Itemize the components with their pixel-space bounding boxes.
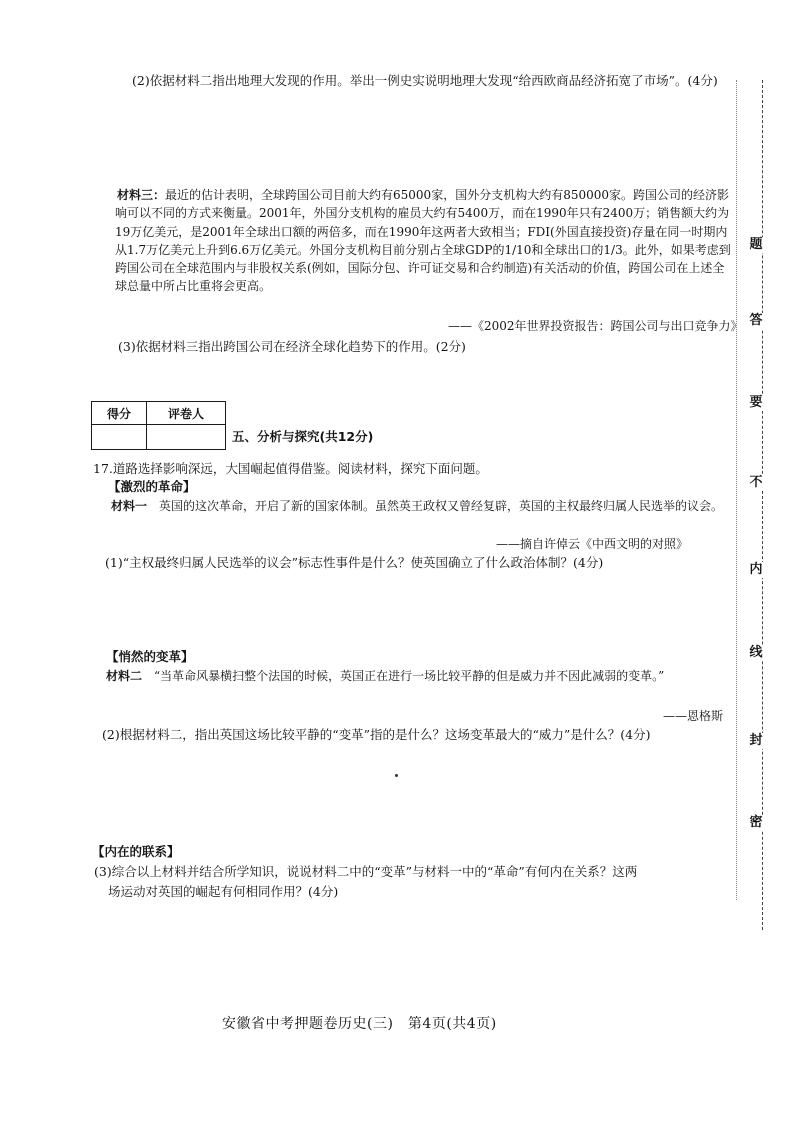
part2-heading: 【悄然的变革】: [106, 649, 194, 664]
part3-heading: 【内在的联系】: [92, 844, 180, 859]
material-1-label: 材料一: [111, 499, 148, 513]
material-1: [103, 496, 728, 516]
material-2: [106, 666, 728, 686]
binding-char: 线: [749, 645, 763, 660]
part1-question: (1)“主权最终归属人民选举的议会”标志性事件是什么？使英国确立了什么政治体制？(4分): [105, 555, 604, 570]
material-2-source: ——恩格斯: [663, 709, 724, 723]
material-3-source: ——《2002年世界投资报告：跨国公司与出口竞争力》: [448, 319, 743, 333]
binding-dashed-line: [762, 80, 763, 930]
question-3: (3)依据材料三指出跨国公司在经济全球化趋势下的作用。(2分): [118, 339, 466, 354]
binding-char: 内: [749, 562, 763, 577]
binding-char: 答: [749, 313, 763, 328]
material-1-text: 英国的这次革命，开启了新的国家体制。虽然英王政权又曾经复辟，英国的主权最终归属人民选举的议会。: [159, 499, 724, 513]
material-1-source: ——摘自许倬云《中西文明的对照》: [496, 537, 689, 551]
binding-char: 题: [749, 237, 763, 252]
binding-char: 封: [749, 733, 763, 748]
material-3: [115, 186, 735, 296]
part3-question: [94, 862, 724, 902]
material-3-text: 最近的估计表明，全球跨国公司目前大约有65000家，国外分支机构大约有850000家。跨国公司的经济影响可以不同的方式来衡量。2001年，外国分支机构的雇员大约有5400万，而在1990年只有2400万；销售额大约为19万亿美元，是2001年全球出口额的两倍多，而在1990年这两者大致相当；FDI(外国直接投资)存量在同一时期内从1.7万亿美元上升到6.6万亿美元。外国分支机构目前分别占全球GDP的1/10和全球出口的1/3。此外，如果考虑到跨国公司在全球范围内与非股权关系(例如，国际分包、许可证交易和合约制造)有关活动的价值，跨国公司在上述全球总量中所占比重将会更高。: [115, 188, 731, 294]
question-2: (2)依据材料二指出地理大发现的作用。举出一例史实说明地理大发现“给西欧商品经济拓宽了市场”。(4分): [132, 73, 718, 88]
score-table: [91, 401, 226, 450]
binding-dotted-line: [736, 80, 737, 900]
grader-cell[interactable]: [147, 425, 226, 450]
binding-char: 要: [749, 395, 763, 410]
grader-label: 评卷人: [147, 402, 226, 425]
part3-question-line2: 场运动对英国的崛起有何相同作用？(4分): [108, 884, 339, 899]
material-2-text: “当革命风暴横扫整个法国的时候，英国正在进行一场比较平静的但是威力并不因此减弱的变革。”: [154, 669, 665, 683]
material-3-label: 材料三：: [117, 188, 166, 202]
part1-heading: 【激烈的革命】: [108, 479, 196, 494]
part3-question-line1: (3)综合以上材料并结合所学知识，说说材料二中的“变革”与材料一中的“革命”有何内在关系？这两: [94, 864, 638, 879]
score-label: 得分: [92, 402, 147, 425]
binding-char: 密: [749, 815, 763, 830]
material-2-label: 材料二: [106, 669, 143, 683]
page-footer: 安徽省中考押题卷历史(三) 第4页(共4页): [222, 1016, 497, 1032]
binding-char: 不: [749, 475, 763, 490]
stray-dot: [395, 774, 398, 777]
question-17-intro: 17.道路选择影响深远，大国崛起值得借鉴。阅读材料，探究下面问题。: [93, 461, 488, 476]
score-cell[interactable]: [92, 425, 147, 450]
part2-question: (2)根据材料二，指出英国这场比较平静的“变革”指的是什么？这场变革最大的“威力”是什么？(4分): [102, 727, 651, 742]
section-5-title: 五、分析与探究(共12分): [232, 429, 374, 444]
